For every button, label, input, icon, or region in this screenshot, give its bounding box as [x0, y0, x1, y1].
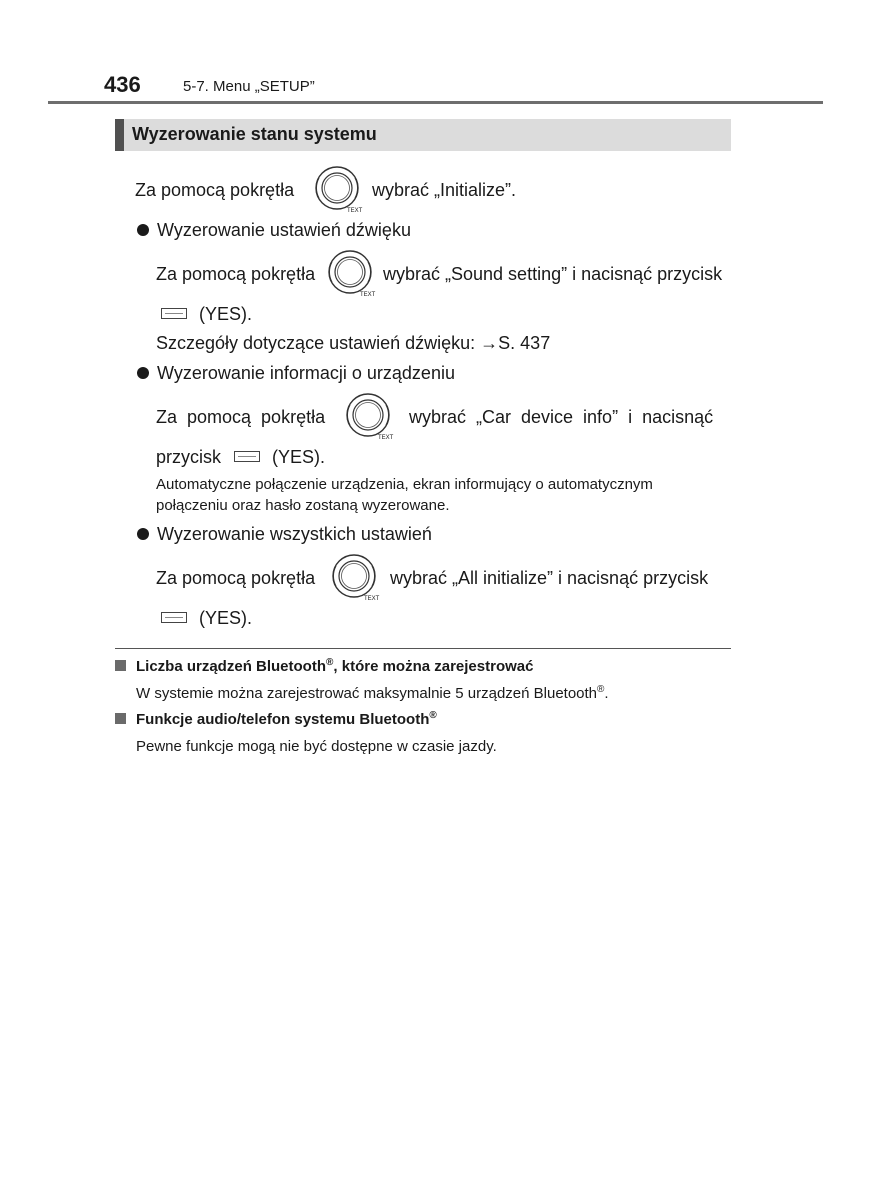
section-heading: [115, 119, 731, 151]
registered-mark: ®: [597, 684, 605, 695]
note-heading-text: Funkcje audio/telefon systemu Bluetooth: [136, 711, 430, 728]
knob-label: TEXT: [364, 596, 380, 602]
section-reference: 5-7. Menu „SETUP”: [183, 78, 315, 95]
note-heading-text: Liczba urządzeń Bluetooth: [136, 658, 327, 675]
page-number: 436: [104, 72, 141, 97]
item-title: Wyzerowanie informacji o urządzeniu: [157, 363, 455, 383]
note-text: Automatyczne połączenie urządzenia, ekran informujący o automatycznym: [156, 476, 653, 493]
yes-line: [156, 447, 325, 468]
yes-line: [161, 304, 252, 325]
intro-step-before: Za pomocą pokrętła: [135, 180, 295, 200]
reference-text: Szczegóły dotyczące ustawień dźwięku: →S. 437: [156, 333, 551, 353]
tune-scroll-knob-icon: [330, 554, 380, 604]
bullet-icon: [137, 528, 149, 540]
list-item: [137, 220, 411, 241]
step-before: Za pomocą pokrętła: [156, 407, 326, 427]
step-before: Za pomocą pokrętła: [156, 264, 316, 284]
step-after: wybrać „Car device info” i nacisnąć: [409, 407, 714, 427]
note-body-end: .: [604, 685, 609, 702]
tune-scroll-knob-icon: [326, 250, 376, 300]
yes-line: [161, 608, 252, 629]
list-item: [137, 363, 455, 384]
knob-label: TEXT: [347, 208, 363, 214]
note-body: Pewne funkcje mogą nie być dostępne w czasie jazdy.: [136, 738, 497, 755]
yes-label: (YES).: [272, 447, 326, 467]
tune-scroll-knob-icon: [344, 393, 394, 443]
yes-label: (YES).: [199, 608, 253, 628]
list-item: [137, 524, 432, 545]
knob-label: TEXT: [378, 435, 394, 441]
bullet-icon: [137, 224, 149, 236]
yes-label: (YES).: [199, 304, 253, 324]
step-before: Za pomocą pokrętła: [156, 568, 316, 588]
step-after: wybrać „All initialize” i nacisnąć przycisk: [390, 568, 709, 588]
header-divider: [48, 101, 823, 104]
registered-mark: ®: [326, 657, 334, 668]
yes-button-icon: [161, 612, 187, 623]
knob-label: TEXT: [360, 292, 376, 298]
note-text: połączeniu oraz hasło zostaną wyzerowane.: [156, 497, 450, 514]
yes-button-icon: [161, 308, 187, 319]
registered-mark: ®: [429, 710, 437, 721]
intro-step-after: wybrać „Initialize”.: [372, 180, 517, 200]
note-heading-rest: , które można zarejestrować: [333, 658, 534, 675]
tune-scroll-knob-icon: [313, 166, 363, 216]
square-bullet-icon: [115, 660, 126, 671]
note-body-text: W systemie można zarejestrować maksymalnie 5 urządzeń Bluetooth: [136, 685, 598, 702]
item-title: Wyzerowanie ustawień dźwięku: [157, 220, 411, 240]
note-heading: [136, 657, 533, 675]
note-body: [136, 684, 609, 702]
square-bullet-icon: [115, 713, 126, 724]
item-title: Wyzerowanie wszystkich ustawień: [157, 524, 432, 544]
yes-button-icon: [234, 451, 260, 462]
section-title: Wyzerowanie stanu systemu: [132, 124, 377, 144]
step-continued: przycisk: [156, 447, 222, 467]
notes-divider: [115, 648, 731, 649]
step-after: wybrać „Sound setting” i nacisnąć przycisk: [383, 264, 723, 284]
note-heading: [136, 710, 437, 728]
section-heading-accent: [115, 119, 124, 151]
bullet-icon: [137, 367, 149, 379]
